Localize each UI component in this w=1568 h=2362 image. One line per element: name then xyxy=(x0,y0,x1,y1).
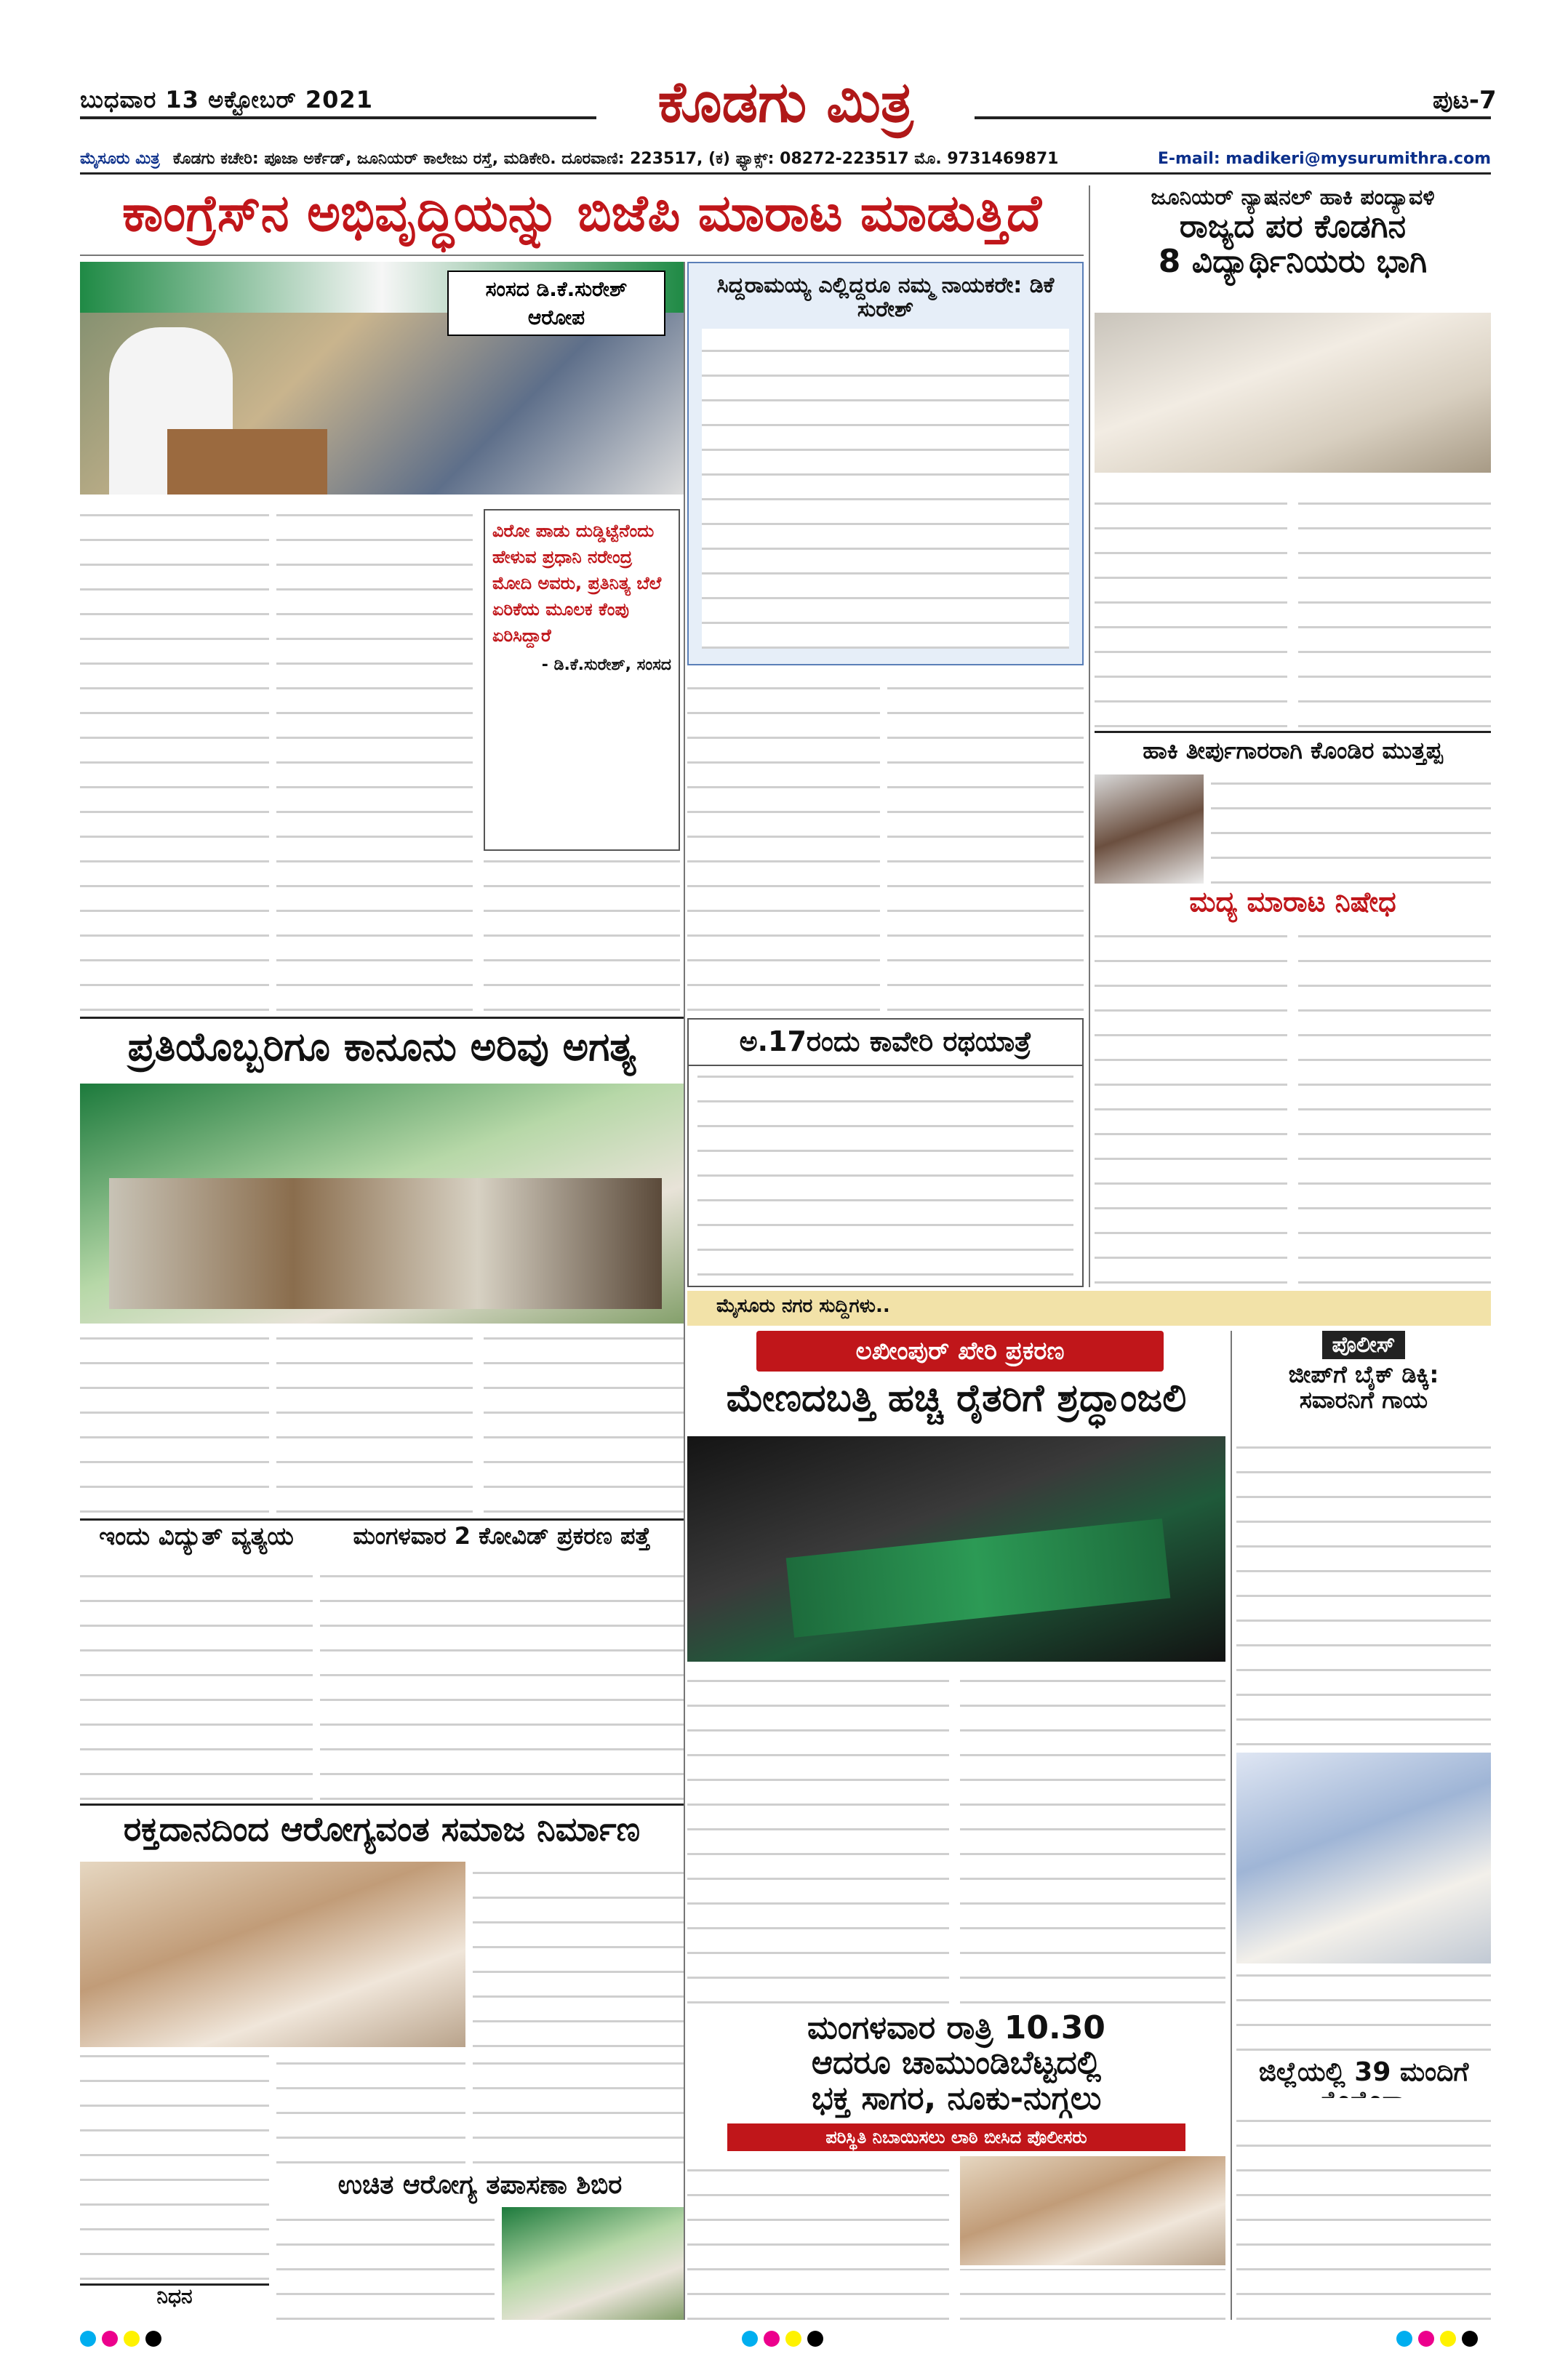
referee-headline: ಹಾಕಿ ತೀರ್ಪುಗಾರರಾಗಿ ಕೊಂಡಿರ ಮುತ್ತಪ್ಪ xyxy=(1143,737,1443,764)
obituary-block xyxy=(80,2283,269,2320)
column-divider xyxy=(684,262,685,2320)
sidebar-box xyxy=(687,262,1084,665)
story6-col-3 xyxy=(473,2054,684,2163)
mysuru-headline: ಮೇಣದಬತ್ತಿ ಹಚ್ಚಿ ರೈತರಿಗೆ ಶ್ರದ್ಧಾಂಜಲಿ xyxy=(726,1377,1187,1420)
story2-col-3 xyxy=(484,1331,684,1513)
story6-col-1 xyxy=(80,2054,269,2280)
page-number: ಪುಟ-7 xyxy=(1425,86,1497,115)
corona-body xyxy=(1236,2098,1491,2320)
story7-body xyxy=(276,2207,495,2320)
felicitation-caption xyxy=(1236,1971,1491,2051)
hockey-head-1: ಜೂನಿಯರ್ ನ್ಯಾಷನಲ್ ಹಾಕಿ ಪಂದ್ಯಾವಳಿ xyxy=(1151,185,1435,210)
photo-tag-line1: ಸಂಸದ ಡಿ.ಕೆ.ಸುರೇಶ್ xyxy=(485,277,628,301)
column-divider xyxy=(1089,185,1090,1287)
story6-headline: ರಕ್ತದಾನದಿಂದ ಆರೋಗ್ಯವಂತ ಸಮಾಜ ನಿರ್ಮಾಣ xyxy=(123,1809,641,1849)
registration-marks-left xyxy=(80,2331,167,2350)
main-col-1 xyxy=(80,509,269,1011)
masthead-title: ಕೊಡಗು ಮಿತ್ರ xyxy=(596,69,975,136)
cyan-dot xyxy=(742,2331,758,2347)
main-col-2 xyxy=(276,509,473,1011)
liquor-col-1 xyxy=(1095,927,1287,1284)
referee-photo xyxy=(1095,774,1204,884)
divider xyxy=(1095,731,1491,733)
chamundi-head-3: ಭಕ್ತ ಸಾಗರ, ನೂಕು-ನುಗ್ಗಲು xyxy=(811,2079,1102,2117)
story2-headline: ಪ್ರತಿಯೊಬ್ಬರಿಗೂ ಕಾನೂನು ಅರಿವು ಅಗತ್ಯ xyxy=(127,1024,636,1070)
protest-banner xyxy=(786,1518,1171,1638)
story4-headline: ಇಂದು ವಿದ್ಯುತ್ ವ್ಯತ್ಯಯ xyxy=(99,1522,294,1551)
black-dot xyxy=(1462,2331,1478,2347)
pull-quote xyxy=(484,509,680,851)
photo-tag-line2: ಆರೋಪ xyxy=(527,305,585,330)
yellow-dot xyxy=(124,2331,140,2347)
chamundi-band: ಪರಿಸ್ಥಿತಿ ನಿಬಾಯಿಸಲು ಲಾಠಿ ಬೀಸಿದ ಪೊಲೀಸರು xyxy=(727,2123,1185,2151)
felicitation-photo xyxy=(1236,1753,1491,1963)
story7-headline: ಉಚಿತ ಆರೋಗ್ಯ ತಪಾಸಣಾ ಶಿಬಿರ xyxy=(337,2170,623,2200)
story3-box xyxy=(687,1018,1084,1287)
magenta-dot xyxy=(764,2331,780,2347)
police-headline-block xyxy=(1236,1331,1491,1418)
liquor-ban-headline: ಮದ್ಯ ಮಾರಾಟ ನಿಷೇಧ xyxy=(1189,886,1396,918)
corona-headline: ಜಿಲ್ಲೆಯಲ್ಲಿ 39 ಮಂದಿಗೆ xyxy=(1258,2057,1469,2087)
brand-label: ಮೈಸೂರು ಮಿತ್ರ xyxy=(80,150,160,168)
story2-col-2 xyxy=(276,1331,473,1513)
chamundi-head-2: ಆದರೂ ಚಾಮುಂಡಿಬೆಟ್ಟದಲ್ಲಿ xyxy=(811,2044,1102,2082)
hockey-col-2 xyxy=(1298,480,1491,727)
blood-donation-photo xyxy=(80,1862,465,2047)
hockey-team-photo xyxy=(1095,313,1491,473)
contact-bar xyxy=(80,145,1491,175)
magenta-dot xyxy=(1418,2331,1434,2347)
main-headline: ಕಾಂಗ್ರೆಸ್‌ನ ಅಭಿವೃದ್ಧಿಯನ್ನು ಬಿಜೆಪಿ ಮಾರಾಟ ಮಾಡುತ್ತಿದೆ xyxy=(121,183,1042,243)
referee-body xyxy=(1211,774,1491,884)
hockey-head-2: ರಾಜ್ಯದ ಪರ ಕೊಡಗಿನ xyxy=(1179,208,1407,245)
cyan-dot xyxy=(1396,2331,1412,2347)
main-col-3 xyxy=(484,858,680,1011)
mysuru-col-2 xyxy=(960,1669,1225,2003)
email-link[interactable]: E-mail: madikeri@mysurumithra.com xyxy=(1157,150,1491,168)
chamundi-col-2 xyxy=(960,2269,1225,2320)
yellow-dot xyxy=(1440,2331,1456,2347)
hockey-col-1 xyxy=(1095,480,1287,727)
edition-date: ಬುಧವಾರ 13 ಅಕ್ಟೋಬರ್ 2021 xyxy=(80,86,373,113)
magenta-dot xyxy=(102,2331,118,2347)
quote-author: - ಡಿ.ಕೆ.ಸುರೇಶ್, ಸಂಸದ xyxy=(541,656,671,674)
mysuru-section-bar xyxy=(687,1291,1491,1326)
sidebar-headline: ಸಿದ್ದರಾಮಯ್ಯ ಎಲ್ಲಿದ್ದರೂ ನಮ್ಮ ನಾಯಕರೇ: ಡಿಕೆ ಸುರೇಶ್ xyxy=(716,273,1055,322)
mysuru-section-label: ಮೈಸೂರು ನಗರ ಸುದ್ದಿಗಳು.. xyxy=(716,1295,890,1317)
black-dot xyxy=(145,2331,161,2347)
story6-col-side xyxy=(473,1862,684,2047)
divider xyxy=(80,1518,684,1521)
police-head-3: ಸವಾರನಿಗೆ ಗಾಯ xyxy=(1299,1386,1428,1414)
divider xyxy=(80,255,1084,256)
dais xyxy=(109,1178,662,1309)
story3-headline: ಅ.17ರಂದು ಕಾವೇರಿ ರಥಯಾತ್ರೆ xyxy=(689,1020,1082,1066)
hockey-head-3: 8 ವಿದ್ಯಾರ್ಥಿನಿಯರು ಭಾಗಿ xyxy=(1158,243,1428,281)
divider xyxy=(80,1017,684,1019)
mysuru-col-1 xyxy=(687,1669,949,2003)
sidebar-body xyxy=(702,329,1069,649)
police-head-2: ಜೀಪ್‌ಗೆ ಬೈಕ್ ಡಿಕ್ಕಿ: xyxy=(1288,1361,1439,1388)
obituary-title: ನಿಧನ xyxy=(156,2284,193,2308)
divider xyxy=(80,1803,684,1806)
candle-vigil-photo xyxy=(687,1436,1225,1662)
main-col-4 xyxy=(687,673,880,1011)
police-tag: ಪೊಲೀಸ್ xyxy=(1322,1331,1406,1359)
story3-body xyxy=(697,1072,1073,1276)
story2-col-1 xyxy=(80,1331,269,1513)
lakhimpur-band: ಲಖೀಂಪುರ್ ಖೇರಿ ಪ್ರಕರಣ xyxy=(756,1331,1164,1372)
story5-body xyxy=(320,1560,684,1800)
photo-tag xyxy=(447,271,665,336)
main-col-5 xyxy=(887,673,1084,1011)
yellow-dot xyxy=(785,2331,801,2347)
quote-text: ವಿರೋ ಪಾಡು ದುಡ್ಡಿಟ್ಟೆನೆಂದು ಹೇಳುವ ಪ್ರಧಾನಿ ನರೇಂದ್ರ ಮೋದಿ ಅವರು, ಪ್ರತಿನಿತ್ಯ ಬೆಲೆ ಏರಿಕೆಯ ಮೂಲಕ ಕೆಂಪು ಏರಿಸಿದ್ದಾರೆ xyxy=(492,521,662,646)
chamundi-col-1 xyxy=(687,2156,949,2320)
registration-marks-right xyxy=(1396,2331,1484,2350)
health-camp-photo xyxy=(502,2207,684,2320)
story6-col-2 xyxy=(276,2054,465,2163)
chamundi-crowd-photo xyxy=(960,2156,1225,2265)
column-divider xyxy=(1231,1331,1232,2320)
liquor-col-2 xyxy=(1298,927,1491,1284)
black-dot xyxy=(807,2331,823,2347)
story5-headline: ಮಂಗಳವಾರ 2 ಕೋವಿಡ್ ಪ್ರಕರಣ ಪತ್ತೆ xyxy=(353,1522,651,1550)
hockey-headline-block xyxy=(1095,185,1491,305)
police-body xyxy=(1236,1425,1491,1745)
legal-awareness-photo xyxy=(80,1084,684,1324)
chamundi-head-1: ಮಂಗಳವಾರ ರಾತ್ರಿ 10.30 xyxy=(807,2009,1105,2046)
story4-body xyxy=(80,1560,313,1800)
office-address: ಕೊಡಗು ಕಚೇರಿ: ಪೂಜಾ ಅರ್ಕೆಡ್, ಜೂನಿಯರ್ ಕಾಲೇಜು ರಸ್ತೆ, ಮಡಿಕೇರಿ. ದೂರವಾಣಿ: 223517, (ಕ) ಫ್ಯಾಕ್ಸ್: 08272-223517 ಮೊ. 9731469871 xyxy=(172,150,1059,168)
podium xyxy=(167,429,327,495)
chamundi-headline-block xyxy=(687,2011,1225,2120)
registration-marks-center xyxy=(742,2331,829,2350)
cyan-dot xyxy=(80,2331,96,2347)
